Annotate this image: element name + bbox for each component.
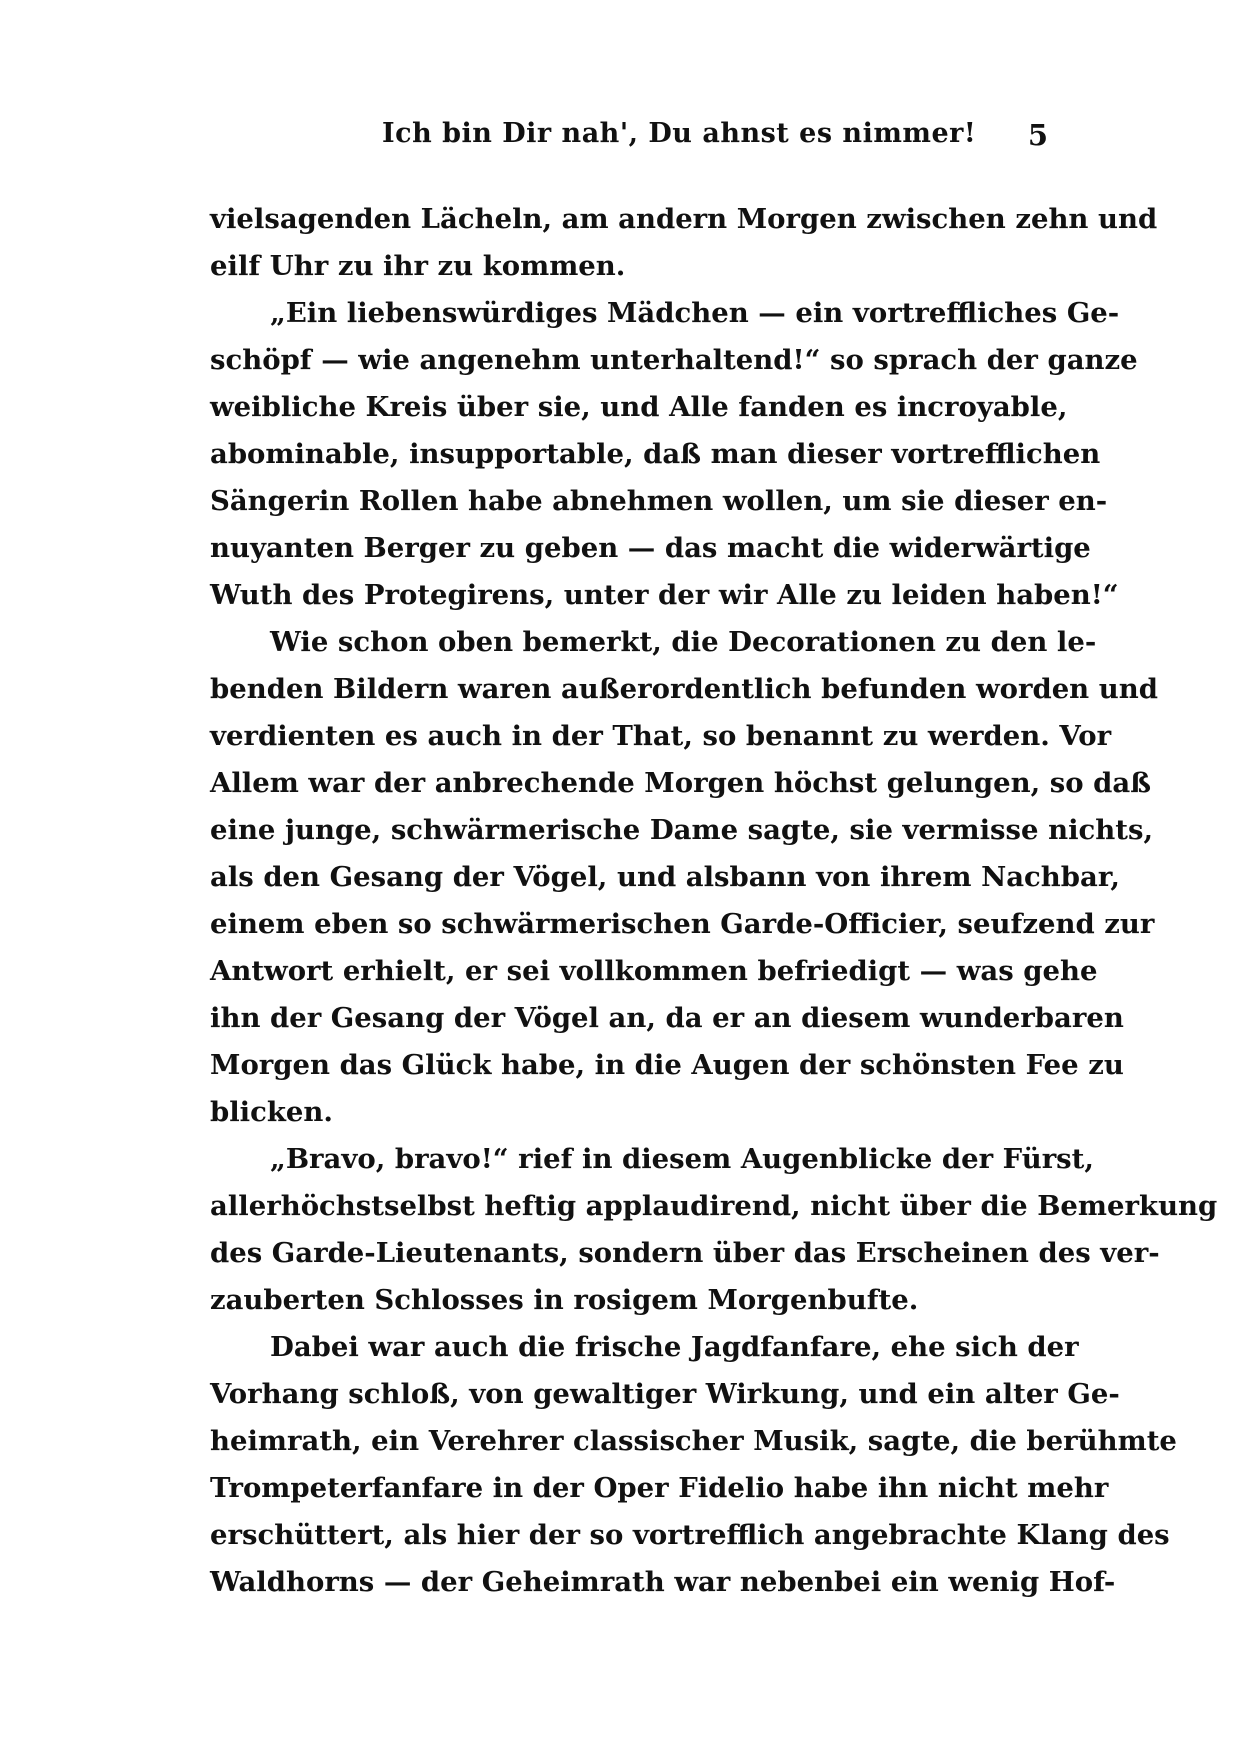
text-line: vielsagenden Lächeln, am andern Morgen zwischen zehn und (210, 203, 1158, 235)
text-line: benden Bildern waren außerordentlich befunden worden und (210, 673, 1158, 705)
text-line: Wie schon oben bemerkt, die Decorationen zu den le- (270, 626, 1097, 658)
text-line: eilf Uhr zu ihr zu kommen. (210, 250, 626, 282)
text-line: Sängerin Rollen habe abnehmen wollen, um sie dieser en- (210, 485, 1108, 517)
text-line: Trompeterfanfare in der Oper Fidelio habe ihn nicht mehr (210, 1472, 1109, 1504)
text-line: „Ein liebenswürdiges Mädchen — ein vortreffliches Ge- (270, 297, 1120, 329)
text-line: ihn der Gesang der Vögel an, da er an diesem wunderbaren (210, 1002, 1124, 1034)
paragraph (210, 1324, 1177, 1606)
text-line: nuyanten Berger zu geben — das macht die widerwärtige (210, 532, 1091, 564)
text-line: Morgen das Glück habe, in die Augen der schönsten Fee zu (210, 1049, 1124, 1081)
body-text (210, 196, 1218, 1606)
text-line: Antwort erhielt, er sei vollkommen befriedigt — was gehe (210, 955, 1098, 987)
text-line: blicken. (210, 1096, 333, 1128)
page-number: 5 (1027, 118, 1048, 152)
text-line: „Bravo, bravo!“ rief in diesem Augenblicke der Fürst, (270, 1143, 1094, 1175)
text-line: als den Gesang der Vögel, und alsbann von ihrem Nachbar, (210, 861, 1120, 893)
text-line: weibliche Kreis über sie, und Alle fanden es incroyable, (210, 391, 1068, 423)
paragraph (210, 290, 1138, 619)
page-header (210, 118, 1048, 166)
text-line: Wuth des Protegirens, unter der wir Alle zu leiden haben!“ (210, 579, 1119, 611)
paragraph (210, 196, 1158, 290)
text-line: einem eben so schwärmerischen Garde-Officier, seufzend zur (210, 908, 1155, 940)
text-line: schöpf — wie angenehm unterhaltend!“ so sprach der ganze (210, 344, 1138, 376)
text-line: erschüttert, als hier der so vortrefflich angebrachte Klang des (210, 1519, 1170, 1551)
text-line: allerhöchstselbst heftig applaudirend, nicht über die Bemerkung (210, 1190, 1218, 1222)
text-line: eine junge, schwärmerische Dame sagte, sie vermisse nichts, (210, 814, 1154, 846)
text-line: Dabei war auch die frische Jagdfanfare, ehe sich der (270, 1331, 1079, 1363)
text-line: Vorhang schloß, von gewaltiger Wirkung, und ein alter Ge- (210, 1378, 1120, 1410)
text-line: Allem war der anbrechende Morgen höchst gelungen, so daß (210, 767, 1152, 799)
paragraph (210, 1136, 1218, 1324)
running-title: Ich bin Dir nah', Du ahnst es nimmer! (382, 118, 977, 149)
text-line: zauberten Schlosses in rosigem Morgenbufte. (210, 1284, 919, 1316)
text-line: abominable, insupportable, daß man dieser vortrefflichen (210, 438, 1101, 470)
paragraph (210, 619, 1158, 1136)
text-line: Waldhorns — der Geheimrath war nebenbei ein wenig Hof- (210, 1566, 1116, 1598)
text-line: des Garde-Lieutenants, sondern über das Erscheinen des ver- (210, 1237, 1160, 1269)
text-line: verdienten es auch in der That, so benannt zu werden. Vor (210, 720, 1112, 752)
text-line: heimrath, ein Verehrer classischer Musik, sagte, die berühmte (210, 1425, 1177, 1457)
